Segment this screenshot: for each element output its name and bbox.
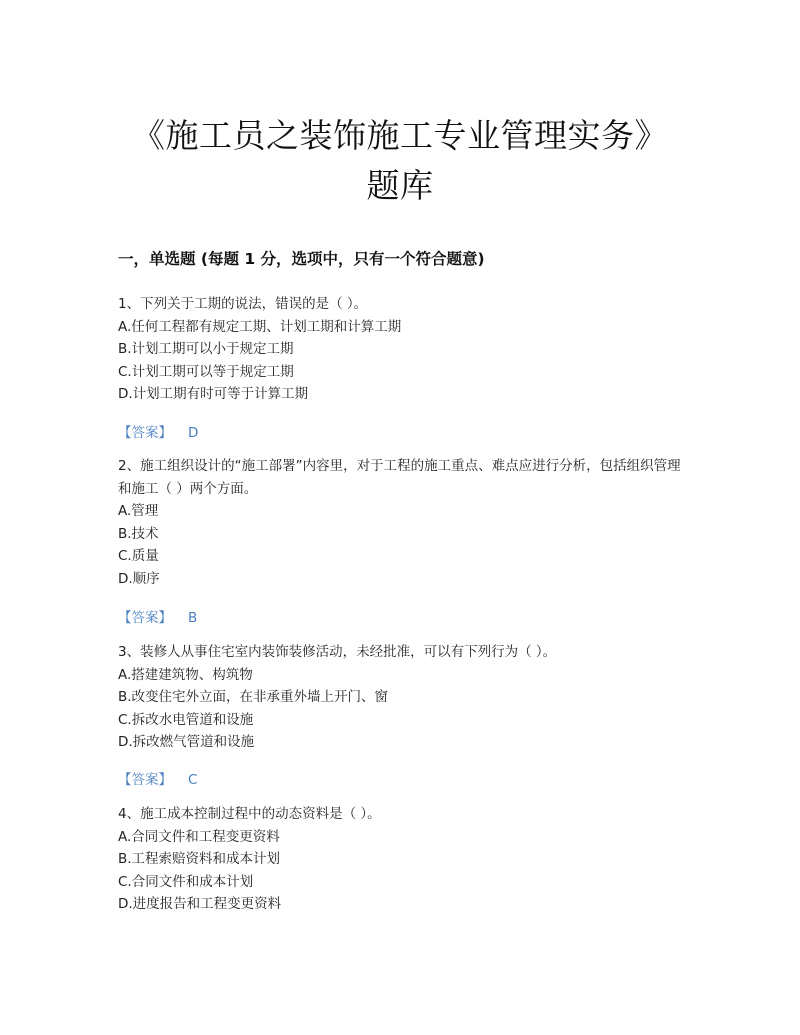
- option-d: D.进度报告和工程变更资料: [118, 896, 282, 912]
- option-b: B.计划工期可以小于规定工期: [118, 341, 294, 357]
- option-b: B.改变住宅外立面，在非承重外墙上开门、窗: [118, 689, 389, 705]
- option-d: D.拆改燃气管道和设施: [118, 734, 255, 750]
- option-a: A.合同文件和工程变更资料: [118, 828, 280, 845]
- answer-2: [118, 606, 197, 626]
- question-stem: 4、施工成本控制过程中的动态资料是（ ）。: [118, 806, 381, 822]
- option-c: C.合同文件和成本计划: [118, 873, 254, 890]
- option-a: A.管理: [118, 503, 159, 519]
- document-title: 《施工员之装饰施工专业管理实务》: [132, 116, 668, 155]
- option-c: C.质量: [118, 548, 159, 564]
- answer-label: 【答案】: [118, 772, 172, 788]
- option-a: A.搭建建筑物、构筑物: [118, 666, 253, 683]
- question-4: [118, 803, 688, 916]
- question-1: [118, 293, 688, 406]
- option-b: B.技术: [118, 525, 159, 542]
- question-stem: 2、施工组织设计的“施工部署”内容里，对于工程的施工重点、难点应进行分析，包括组织管理和施工（ ）两个方面。: [118, 458, 681, 497]
- answer-label: 【答案】: [118, 425, 172, 441]
- option-a: A.任何工程都有规定工期、计划工期和计算工期: [118, 318, 402, 335]
- answer-value: D: [188, 425, 199, 441]
- option-d: D.顺序: [118, 570, 160, 587]
- question-stem: 1、下列关于工期的说法，错误的是（ ）。: [118, 296, 368, 312]
- answer-label: 【答案】: [118, 610, 172, 626]
- answer-value: B: [188, 610, 198, 626]
- option-c: C.计划工期可以等于规定工期: [118, 363, 294, 380]
- document-title-line2: 题库: [366, 166, 434, 205]
- question-2: [118, 455, 688, 590]
- question-3: [118, 641, 688, 754]
- question-stem: 3、装修人从事住宅室内装饰装修活动，未经批准，可以有下列行为（ ）。: [118, 644, 557, 660]
- section-heading: 一，单选题 (每题 1 分，选项中，只有一个符合题意): [118, 250, 485, 268]
- answer-value: C: [188, 772, 198, 788]
- option-c: C.拆改水电管道和设施: [118, 711, 254, 728]
- answer-3: [118, 768, 197, 788]
- option-d: D.计划工期有时可等于计算工期: [118, 386, 309, 402]
- answer-1: [118, 421, 198, 441]
- option-b: B.工程索赔资料和成本计划: [118, 851, 281, 867]
